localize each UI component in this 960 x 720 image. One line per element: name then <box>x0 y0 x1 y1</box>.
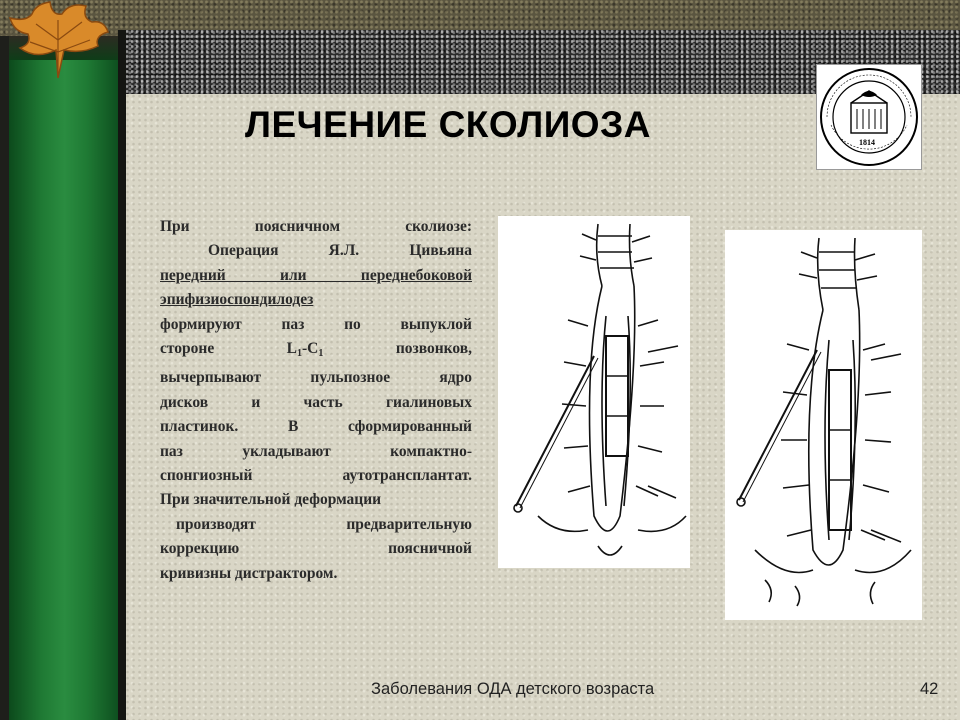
autumn-leaf-icon <box>6 0 110 80</box>
text-line: спонгиозный аутотрансплантат. <box>160 467 472 485</box>
left-edge-strip <box>0 36 9 720</box>
text-line: эпифизиоспондилодез <box>160 291 314 309</box>
page-number: 42 <box>920 680 939 698</box>
text-line: пластинок. В сформированный <box>160 418 472 436</box>
text-line: Операция Я.Л. Цивьяна <box>208 242 472 260</box>
vertical-divider <box>118 30 126 720</box>
text-line: вычерпывают пульпозное ядро <box>160 369 472 387</box>
spine-drawing <box>725 230 922 620</box>
surgery-illustration-1 <box>498 216 690 568</box>
body-text <box>160 215 472 586</box>
spine-drawing <box>498 216 690 568</box>
text-line: паз укладывают компактно- <box>160 442 472 460</box>
vertebra-index: 1 <box>318 348 324 360</box>
text-line: производят предварительную <box>176 515 472 533</box>
text-line: При поясничном сколиозе: <box>160 218 472 235</box>
text-line: коррекцию поясничной <box>160 540 472 558</box>
text-line-vertebrae <box>160 337 472 366</box>
vertebra-letter: -C <box>302 340 319 358</box>
surgery-illustration-2 <box>725 230 922 620</box>
university-seal-icon <box>816 64 922 170</box>
vertebra-index: 1 <box>297 348 303 360</box>
vertebra-label <box>286 340 324 360</box>
seal-year: 1814 <box>859 138 875 147</box>
text-line: кривизны дистрактором. <box>160 564 338 582</box>
text-line: При значительной деформации <box>160 491 382 509</box>
text-line: дисков и часть гиалиновых <box>160 393 472 411</box>
green-side-bar <box>9 60 120 720</box>
slide-title: ЛЕЧЕНИЕ СКОЛИОЗА <box>245 104 651 145</box>
slide-footer: Заболевания ОДА детского возраста <box>371 680 655 698</box>
text-line: передний или переднебоковой <box>160 266 472 284</box>
text-fragment: позвонков, <box>395 340 473 358</box>
text-line: формируют паз по выпуклой <box>160 315 472 333</box>
text-fragment: стороне <box>160 340 215 358</box>
vertebra-letter: L <box>286 340 298 358</box>
